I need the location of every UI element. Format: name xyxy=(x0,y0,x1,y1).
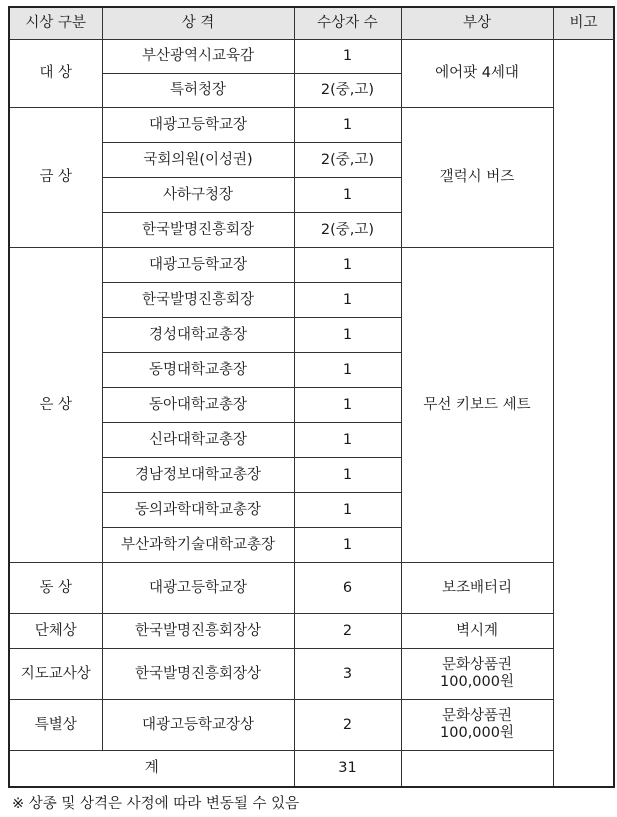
prize-cell: 갤럭시 버즈 xyxy=(401,108,553,248)
count-cell: 1 xyxy=(294,40,401,74)
prize-cell: 문화상품권 100,000원 xyxy=(401,700,553,751)
header-count: 수상자 수 xyxy=(294,7,401,40)
prize-cell: 보조배터리 xyxy=(401,563,553,614)
table-row xyxy=(9,563,614,614)
count-cell: 2(중,고) xyxy=(294,213,401,248)
count-cell: 1 xyxy=(294,178,401,213)
prize-cell: 에어팟 4세대 xyxy=(401,40,553,108)
header-title: 상 격 xyxy=(102,7,294,40)
count-cell: 1 xyxy=(294,108,401,143)
category-cell: 특별상 xyxy=(9,700,102,751)
title-cell: 동명대학교총장 xyxy=(102,353,294,388)
count-cell: 1 xyxy=(294,528,401,563)
count-cell: 1 xyxy=(294,458,401,493)
count-cell: 2 xyxy=(294,700,401,751)
title-cell: 동아대학교총장 xyxy=(102,388,294,423)
title-cell: 대광고등학교장상 xyxy=(102,700,294,751)
title-cell: 대광고등학교장 xyxy=(102,248,294,283)
title-cell: 부산과학기술대학교총장 xyxy=(102,528,294,563)
total-row xyxy=(9,751,614,788)
title-cell: 한국발명진흥회장상 xyxy=(102,614,294,649)
remarks-cell xyxy=(553,40,614,788)
count-cell: 2(중,고) xyxy=(294,143,401,178)
header-prize: 부상 xyxy=(401,7,553,40)
count-cell: 1 xyxy=(294,318,401,353)
title-cell: 특허청장 xyxy=(102,74,294,108)
category-cell: 동 상 xyxy=(9,563,102,614)
count-cell: 3 xyxy=(294,649,401,700)
title-cell: 대광고등학교장 xyxy=(102,108,294,143)
table-row xyxy=(9,614,614,649)
count-cell: 1 xyxy=(294,283,401,318)
title-cell: 대광고등학교장 xyxy=(102,563,294,614)
table-row xyxy=(9,40,614,74)
count-cell: 1 xyxy=(294,493,401,528)
count-cell: 1 xyxy=(294,388,401,423)
table-row xyxy=(9,649,614,700)
title-cell: 부산광역시교육감 xyxy=(102,40,294,74)
title-cell: 동의과학대학교총장 xyxy=(102,493,294,528)
title-cell: 사하구청장 xyxy=(102,178,294,213)
count-cell: 1 xyxy=(294,248,401,283)
header-row xyxy=(9,7,614,40)
table-row xyxy=(9,248,614,283)
total-label: 계 xyxy=(9,751,294,788)
title-cell: 국회의원(이성권) xyxy=(102,143,294,178)
category-cell: 지도교사상 xyxy=(9,649,102,700)
count-cell: 2(중,고) xyxy=(294,74,401,108)
title-cell: 한국발명진흥회장 xyxy=(102,213,294,248)
total-prize-cell xyxy=(401,751,553,788)
title-cell: 신라대학교총장 xyxy=(102,423,294,458)
category-cell: 은 상 xyxy=(9,248,102,563)
table-row xyxy=(9,108,614,143)
prize-cell: 벽시계 xyxy=(401,614,553,649)
category-cell: 단체상 xyxy=(9,614,102,649)
category-cell: 대 상 xyxy=(9,40,102,108)
header-remarks: 비고 xyxy=(553,7,614,40)
prize-cell: 무선 키보드 세트 xyxy=(401,248,553,563)
title-cell: 경성대학교총장 xyxy=(102,318,294,353)
title-cell: 한국발명진흥회장 xyxy=(102,283,294,318)
header-category: 시상 구분 xyxy=(9,7,102,40)
footnote: ※ 상종 및 상격은 사정에 따라 변동될 수 있음 xyxy=(12,796,300,812)
title-cell: 경남정보대학교총장 xyxy=(102,458,294,493)
count-cell: 1 xyxy=(294,353,401,388)
count-cell: 2 xyxy=(294,614,401,649)
award-table xyxy=(8,6,615,788)
total-count: 31 xyxy=(294,751,401,788)
count-cell: 1 xyxy=(294,423,401,458)
prize-cell: 문화상품권 100,000원 xyxy=(401,649,553,700)
category-cell: 금 상 xyxy=(9,108,102,248)
title-cell: 한국발명진흥회장상 xyxy=(102,649,294,700)
table-row xyxy=(9,700,614,751)
count-cell: 6 xyxy=(294,563,401,614)
